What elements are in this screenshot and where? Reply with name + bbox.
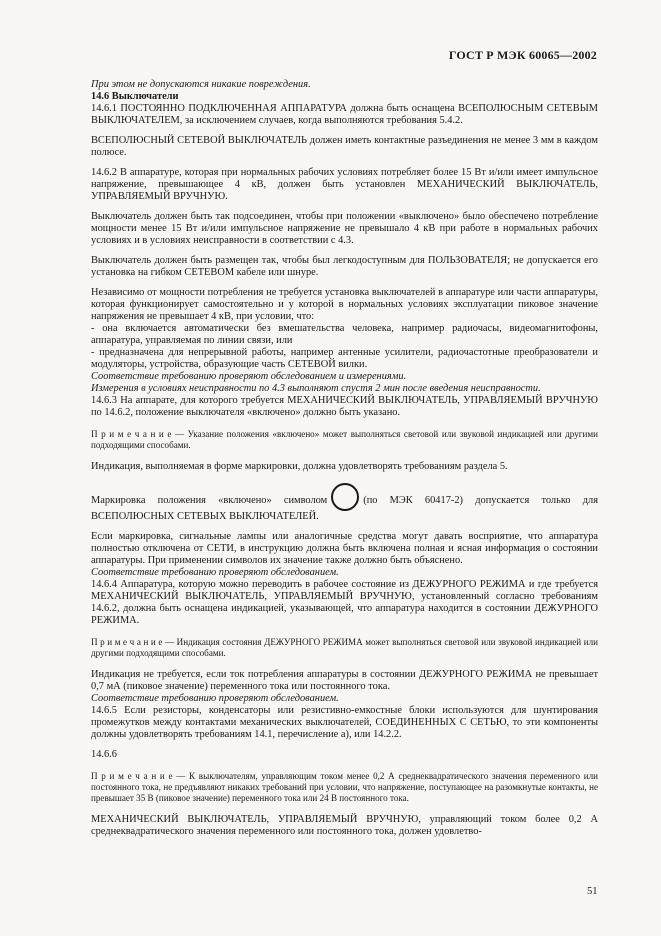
paragraph: ВСЕПОЛЮСНЫЙ СЕТЕВОЙ ВЫКЛЮЧАТЕЛЬ должен иметь контактные разъединения не менее 3 мм в каждом полюсе. xyxy=(91,135,598,158)
paragraph: 14.6.4 Аппаратура, которую можно переводить в рабочее состояние из ДЕЖУРНОГО РЕЖИМА и где требуется МЕХАНИЧЕСКИЙ ВЫКЛЮЧАТЕЛЬ, УПРАВЛЯЕМЫЙ ВРУЧНУЮ, установленный согласно требованиям 14.6.2, должна быть оснащена индикацией, указывающей, что аппаратура находится в состоянии ДЕЖУРНОГО РЕЖИМА. xyxy=(91,579,598,626)
paragraph: Измерения в условиях неисправности по 4.3 выполняют спустя 2 мин после введения неисправности. xyxy=(91,383,541,394)
document-header: ГОСТ Р МЭК 60065—2002 xyxy=(448,48,597,62)
paragraph: Индикация, выполняемая в форме маркировки, должна удовлетворять требованиям раздела 5. xyxy=(91,461,508,472)
power-on-symbol-icon xyxy=(331,483,359,511)
note: П р и м е ч а н и е — Указание положения «включено» может выполняться световой или звуковой индикацией или другими подходящими способами. xyxy=(91,429,598,450)
paragraph: 14.6.3 На аппарате, для которого требуется МЕХАНИЧЕСКИЙ ВЫКЛЮЧАТЕЛЬ, УПРАВЛЯЕМЫЙ ВРУЧНУЮ по 14.6.2, положение выключателя «включено» должно быть указано. xyxy=(91,395,598,418)
paragraph: Соответствие требованию проверяют обследованием. xyxy=(91,693,339,704)
paragraph xyxy=(91,483,598,523)
symbol-text-before: Маркировка положения «включено» символом xyxy=(91,495,328,506)
section-heading: 14.6 Выключатели xyxy=(91,91,179,102)
note: П р и м е ч а н и е — Индикация состояния ДЕЖУРНОГО РЕЖИМА может выполняться световой или звуковой индикацией или другими подходящими способами. xyxy=(91,637,598,658)
paragraph: Выключатель должен быть так подсоединен, чтобы при положении «выключено» было обеспечено потребление мощности менее 15 Вт и/или импульсное напряжение не превышало 4 кВ при работе в нормальных рабочих условиях и в условиях неисправности в соответствии с 4.3. xyxy=(91,211,598,246)
paragraph: МЕХАНИЧЕСКИЙ ВЫКЛЮЧАТЕЛЬ, УПРАВЛЯЕМЫЙ ВРУЧНУЮ, управляющий током более 0,2 А среднеквадратического значения переменного или постоянного тока, должен удовлетво- xyxy=(91,814,598,837)
paragraph: Независимо от мощности потребления не требуется установка выключателей в аппаратуре или части аппаратуры, которая функционирует самостоятельно и у которой в нормальных условиях эксплуатации пиковое значение напряжения не превышает 4 кВ, при условии, что: xyxy=(91,287,598,322)
note: П р и м е ч а н и е — К выключателям, управляющим током менее 0,2 А среднеквадратического значения переменного или постоянного тока, не предъявляют никаких требований при условии, что напряжение, поступающее на разомкнутые контакты, не превышает 35 В (пиковое значение) переменного тока или 24 В постоянного тока. xyxy=(91,771,598,803)
paragraph: Выключатель должен быть размещен так, чтобы был легкодоступным для ПОЛЬЗОВАТЕЛЯ; не допускается его установка на гибком СЕТЕВОМ кабеле или шнуре. xyxy=(91,255,598,278)
symbol-text-after: (по МЭК 60417-2) допускается только для ВСЕПОЛЮСНЫХ СЕТЕВЫХ ВЫКЛЮЧАТЕЛЕЙ. xyxy=(91,495,599,522)
paragraph: 14.6.6 xyxy=(91,749,117,760)
paragraph: При этом не допускаются никакие повреждения. xyxy=(91,79,311,90)
paragraph: Если маркировка, сигнальные лампы или аналогичные средства могут давать восприятие, что аппаратура полностью отключена от СЕТИ, в инструкцию должна быть включена полная и ясная информация о состоянии аппаратуры. При применении символов их значение также должно быть объяснено. xyxy=(91,531,598,566)
paragraph: 14.6.2 В аппаратуре, которая при нормальных рабочих условиях потребляет более 15 Вт и/или имеет импульсное напряжение, превышающее 4 кВ, должен быть установлен МЕХАНИЧЕСКИЙ ВЫКЛЮЧАТЕЛЬ, УПРАВЛЯЕМЫЙ ВРУЧНУЮ. xyxy=(91,167,598,202)
paragraph: Индикация не требуется, если ток потребления аппаратуры в состоянии ДЕЖУРНОГО РЕЖИМА не превышает 0,7 мА (пиковое значение) переменного тока или постоянного тока. xyxy=(91,669,598,692)
paragraph: 14.6.5 Если резисторы, конденсаторы или резистивно-емкостные блоки используются для шунтирования промежутков между контактами механических выключателей, СОЕДИНЕННЫХ С СЕТЬЮ, то эти компоненты должны удовлетворять требованиям 14.1, перечисление а), или 14.2.2. xyxy=(91,705,598,740)
paragraph: 14.6.1 ПОСТОЯННО ПОДКЛЮЧЕННАЯ АППАРАТУРА должна быть оснащена ВСЕПОЛЮСНЫМ СЕТЕВЫМ ВЫКЛЮЧАТЕЛЕМ, за исключением случаев, когда выполняются требования 5.4.2. xyxy=(91,103,598,126)
paragraph: Соответствие требованию проверяют обследованием. xyxy=(91,567,339,578)
document-body xyxy=(91,79,598,838)
list-item: - она включается автоматически без вмешательства человека, например радиочасы, видеомагнитофоны, аппаратура, управляемая по линии связи, или xyxy=(91,323,598,346)
paragraph: Соответствие требованию проверяют обследованием и измерениями. xyxy=(91,371,407,382)
page-number: 51 xyxy=(587,886,598,897)
list-item: - предназначена для непрерывной работы, например антенные усилители, радиочастотные преобразователи и модуляторы, устройства, образующие часть СЕТЕВОЙ вилки. xyxy=(91,347,598,370)
